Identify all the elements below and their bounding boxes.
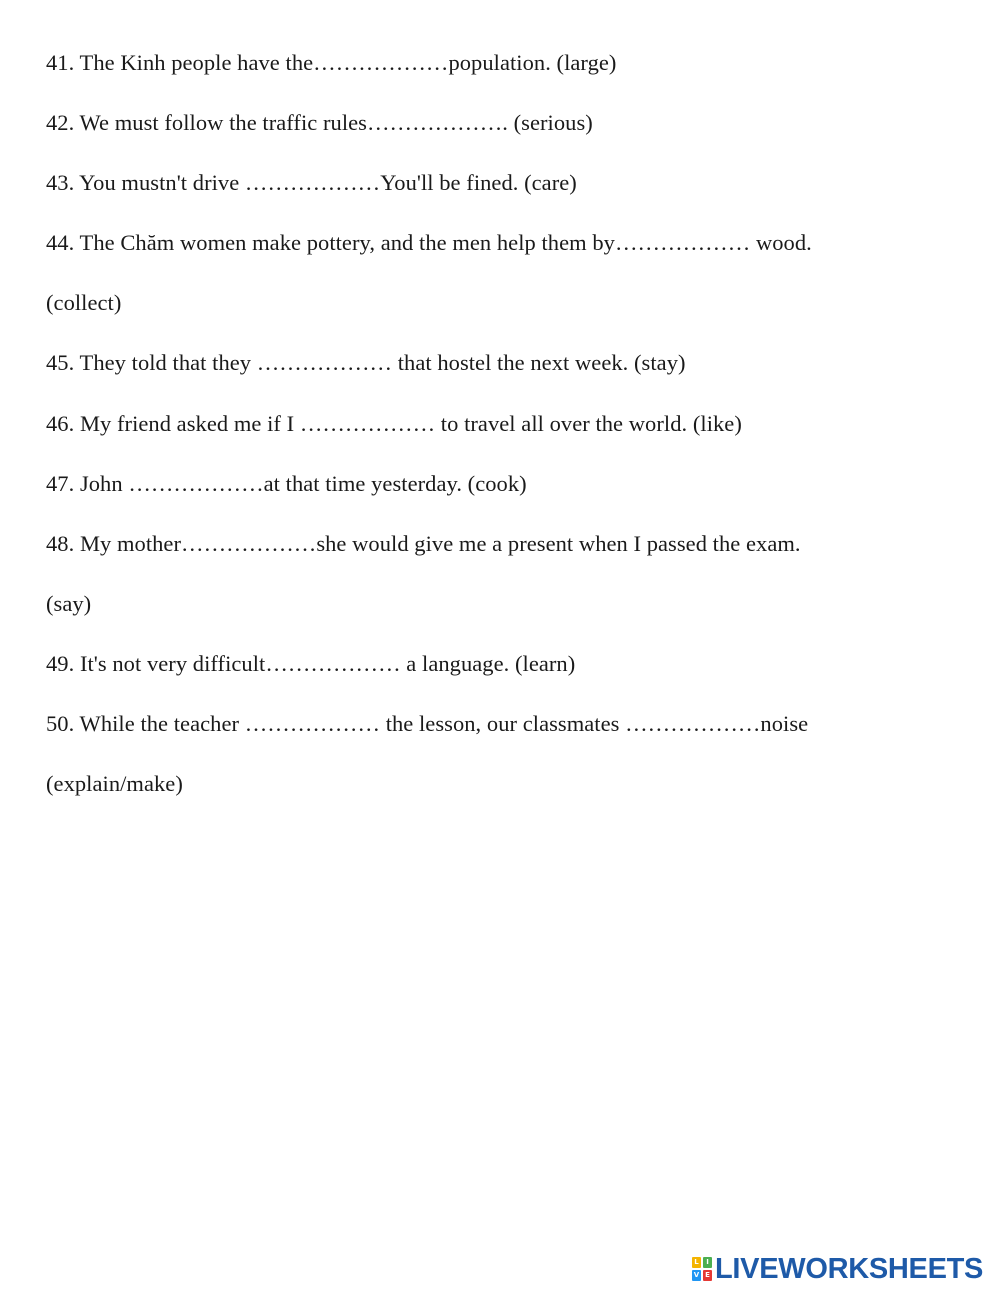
liveworksheets-logo-text: LIVEWORKSHEETS [715,1253,984,1285]
exercise-44-line: 44. The Chăm women make pottery, and the men help them by……………… wood. [46,230,812,256]
exercise-43-line: 43. You mustn't drive ………………You'll be fined. (care) [46,170,577,196]
exercise-45-line: 45. They told that they ……………… that hostel the next week. (stay) [46,350,686,376]
liveworksheets-logo-icon [692,1257,712,1281]
exercise-46-line: 46. My friend asked me if I ……………… to travel all over the world. (like) [46,410,742,436]
exercise-list [46,44,956,825]
exercise-48-line: 48. My mother………………she would give me a present when I passed the exam. [46,530,801,556]
logo-mark-i: I [703,1257,712,1268]
exercise-50-hint: (explain/make) [46,771,183,797]
exercise-49-line: 49. It's not very difficult……………… a language. (learn) [46,650,576,676]
exercise-41-line: 41. The Kinh people have the………………population. (large) [46,50,617,75]
exercise-50-line: 50. While the teacher ……………… the lesson, our classmates ………………noise [46,711,809,737]
logo-mark-l: L [692,1257,701,1268]
exercise-44-hint: (collect) [46,290,122,316]
exercise-47-line: 47. John ………………at that time yesterday. (cook) [46,470,527,496]
logo-mark-e: E [703,1270,712,1281]
exercise-42-line: 42. We must follow the traffic rules………………. (serious) [46,110,593,136]
liveworksheets-logo [692,1254,983,1284]
logo-mark-v: V [693,1271,700,1279]
exercise-48-hint: (say) [46,590,92,616]
